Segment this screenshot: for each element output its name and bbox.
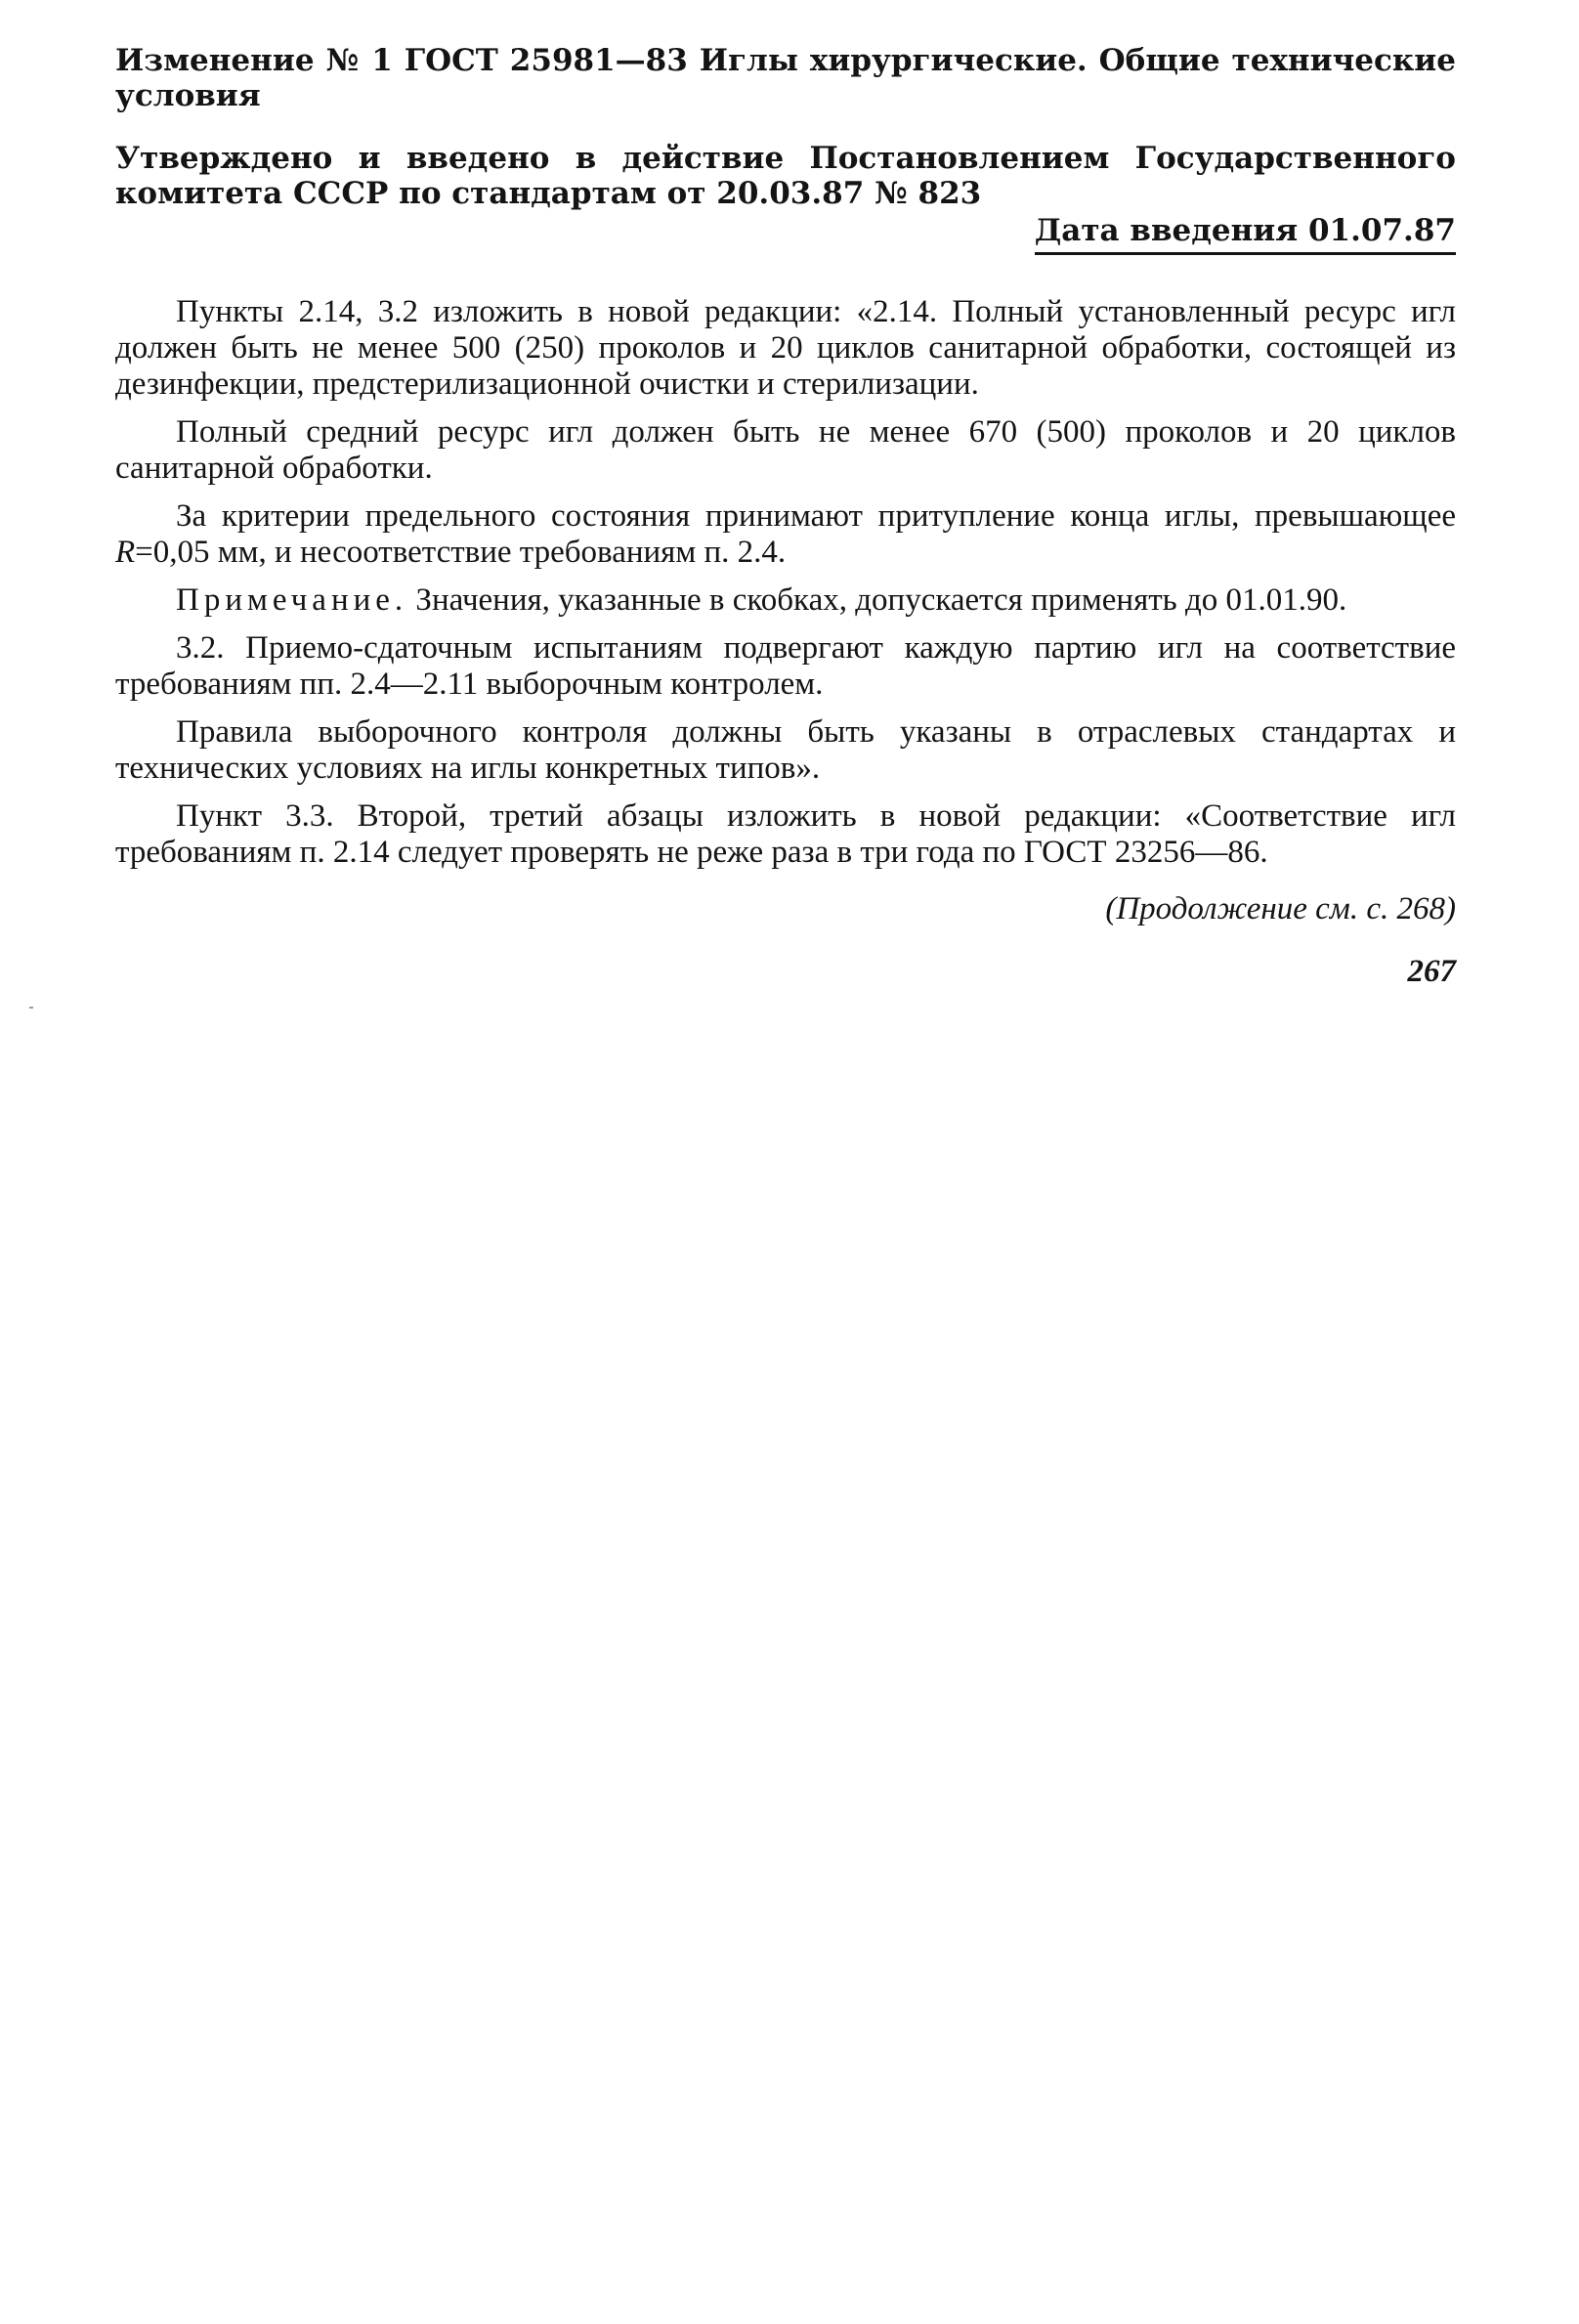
- paragraph-acceptance-tests: 3.2. Приемо-сдаточным испытаниям подвергают каждую партию игл на соответствие требованиям пп. 2.4—2.11 выборочным контролем.: [115, 630, 1456, 702]
- amendment-body: [115, 294, 1456, 871]
- note-text: Значения, указанные в скобках, допускается применять до 01.01.90.: [407, 582, 1347, 618]
- paragraph-sampling-rules: Правила выборочного контроля должны быть указаны в отраслевых стандартах и технических условиях на иглы конкретных типов».: [115, 714, 1456, 786]
- paragraph-items-2-14-3-2: Пункты 2.14, 3.2 изложить в новой редакции: «2.14. Полный установленный ресурс игл должен быть не менее 500 (250) проколов и 20 циклов санитарной обработки, состоящей из дезинфекции, предстерилизационной очистки и стерилизации.: [115, 294, 1456, 402]
- scan-artifact: [29, 1007, 33, 1009]
- effective-date-text: Дата введения 01.07.87: [1035, 213, 1456, 255]
- radius-symbol: R: [115, 535, 136, 570]
- paragraph-average-resource: Полный средний ресурс игл должен быть не менее 670 (500) проколов и 20 циклов санитарной обработки.: [115, 414, 1456, 486]
- approval-statement: Утверждено и введено в действие Постановлением Государственного комитета СССР по стандартам от 20.03.87 № 823: [115, 141, 1456, 211]
- limit-state-text-start: За критерии предельного состояния принимают притупление конца иглы, превышающее: [176, 498, 1456, 534]
- note-paragraph: [115, 582, 1456, 619]
- effective-date: [115, 213, 1456, 255]
- amendment-title: Изменение № 1 ГОСТ 25981—83 Иглы хирургические. Общие технические условия: [115, 43, 1456, 113]
- limit-state-text-end: =0,05 мм, и несоответствие требованиям п. 2.4.: [135, 535, 787, 570]
- paragraph-item-3-3: Пункт 3.3. Второй, третий абзацы изложить в новой редакции: «Соответствие игл требованиям п. 2.14 следует проверять не реже раза в три года по ГОСТ 23256—86.: [115, 798, 1456, 870]
- page-number: 267: [1407, 954, 1456, 989]
- document-page: [115, 43, 1456, 990]
- paragraph-limit-state-criteria: [115, 498, 1456, 571]
- continuation-note: (Продолжение см. с. 268): [1105, 891, 1456, 926]
- note-label: Примечание.: [176, 582, 408, 618]
